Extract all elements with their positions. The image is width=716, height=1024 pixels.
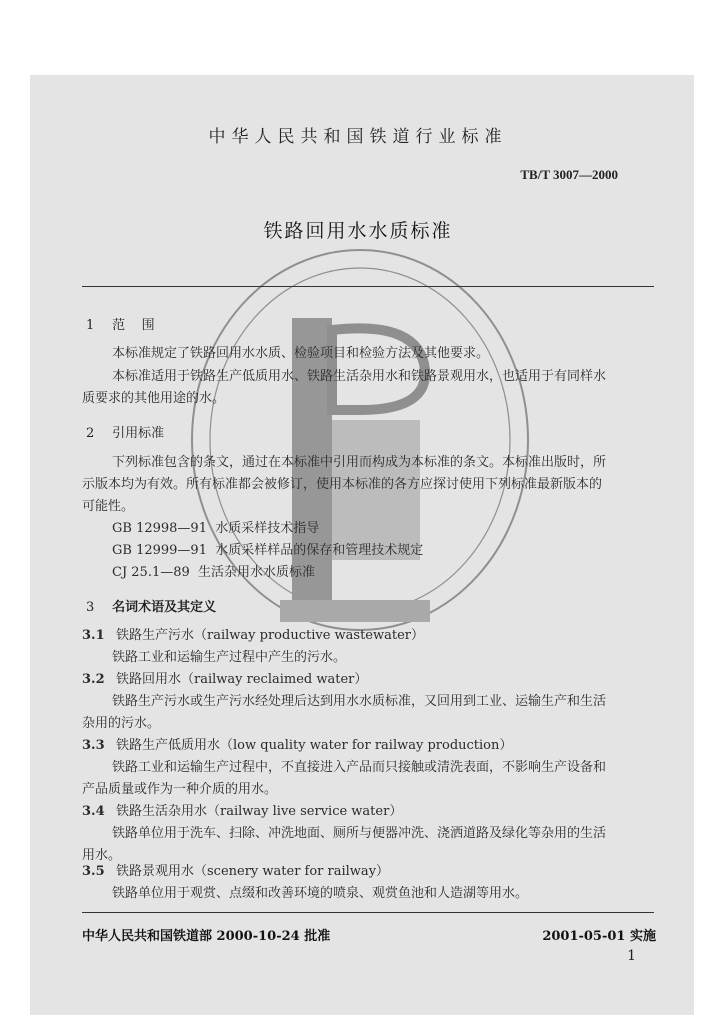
term-3-1-heading: 3.1 铁路生产污水（railway productive wastewater） xyxy=(82,628,425,643)
standard-category-title: 中华人民共和国铁道行业标准 xyxy=(208,127,508,147)
reference-item: CJ 25.1—89 生活杂用水水质标准 xyxy=(112,565,316,580)
section-1-heading xyxy=(86,314,155,333)
footer-divider xyxy=(82,912,654,913)
term-3-2-heading: 3.2 铁路回用水（railway reclaimed water） xyxy=(82,672,368,687)
section-2-title: 引用标准 xyxy=(112,426,165,441)
section-2-para-line-3: 可能性。 xyxy=(82,499,135,514)
section-1-para-2-line-2: 质要求的其他用途的水。 xyxy=(82,391,226,406)
section-1-number: 1 xyxy=(86,318,95,333)
term-3-3-body-line-1: 铁路工业和运输生产过程中，不直接进入产品而只接触或清洗表面，不影响生产设备和 xyxy=(112,760,607,775)
section-3-heading xyxy=(86,596,216,615)
section-3-number: 3 xyxy=(86,600,95,615)
term-3-2-body-line-2: 杂用的污水。 xyxy=(82,716,161,731)
document-title: 铁路回用水水质标准 xyxy=(263,220,453,242)
reference-item: GB 12999—91 水质采样样品的保存和管理技术规定 xyxy=(112,543,424,558)
section-3-title: 名词术语及其定义 xyxy=(112,600,217,615)
term-3-3-body-line-2: 产品质量或作为一种介质的用水。 xyxy=(82,782,278,797)
section-2-para-line-1: 下列标准包含的条文，通过在本标准中引用而构成为本标准的条文。本标准出版时，所 xyxy=(112,455,607,470)
section-2-number: 2 xyxy=(86,426,95,441)
section-2-heading xyxy=(86,422,164,441)
term-3-1-body: 铁路工业和运输生产过程中产生的污水。 xyxy=(112,650,347,665)
term-3-4-body-line-2: 用水。 xyxy=(82,848,122,863)
reference-item: GB 12998—91 水质采样技术指导 xyxy=(112,521,320,536)
approval-note: 中华人民共和国铁道部 2000-10-24 批准 xyxy=(82,929,331,944)
term-3-5-body: 铁路单位用于观赏、点缀和改善环境的喷泉、观赏鱼池和人造湖等用水。 xyxy=(112,886,529,901)
standard-code: TB/T 3007—2000 xyxy=(520,167,618,182)
effective-date-note: 2001-05-01 实施 xyxy=(542,929,656,944)
term-3-4-heading: 3.4 铁路生活杂用水（railway live service water） xyxy=(82,804,403,819)
term-3-4-body-line-1: 铁路单位用于洗车、扫除、冲洗地面、厕所与便器冲洗、浇洒道路及绿化等杂用的生活 xyxy=(112,826,607,841)
title-divider xyxy=(82,286,654,287)
section-1-para-1: 本标准规定了铁路回用水水质、检验项目和检验方法及其他要求。 xyxy=(112,346,490,361)
page-number: 1 xyxy=(627,948,636,964)
term-3-5-heading: 3.5 铁路景观用水（scenery water for railway） xyxy=(82,864,390,879)
term-3-2-body-line-1: 铁路生产污水或生产污水经处理后达到用水水质标准，又回用到工业、运输生产和生活 xyxy=(112,694,607,709)
section-1-title: 范 围 xyxy=(112,318,155,333)
section-1-para-2-line-1: 本标准适用于铁路生产低质用水、铁路生活杂用水和铁路景观用水，也适用于有同样水 xyxy=(112,369,607,384)
term-3-3-heading: 3.3 铁路生产低质用水（low quality water for railway production） xyxy=(82,738,513,753)
section-2-para-line-2: 示版本均为有效。所有标准都会被修订，使用本标准的各方应探讨使用下列标准最新版本的 xyxy=(82,477,603,492)
